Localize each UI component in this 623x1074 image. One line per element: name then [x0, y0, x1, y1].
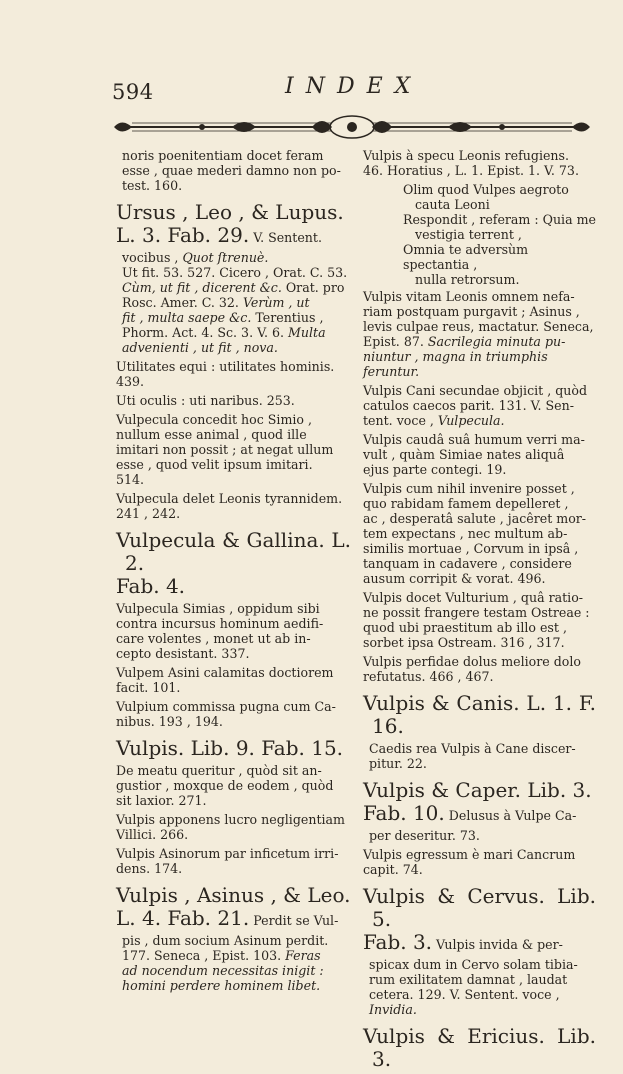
index-entry: Vulpis vitam Leonis omnem nefa- riam postquam purgavit ; Asinus , levis culpae reus, mactatur. Seneca, Epist. 87. Sacrilegia minuta pu- niuntur , magna in triumphis feruntur. [363, 289, 594, 379]
index-entry: Vulpium commissa pugna cum Ca- nibus. 193 , 194. [116, 699, 336, 729]
index-entry: Vulpecula delet Leonis tyrannidem. 241 , 242. [116, 491, 343, 521]
index-entry: Vulpis Asinorum par inficetum irri- dens. 174. [116, 846, 339, 876]
index-headword: Vulpecula & Gallina. L. 2. Fab. 4. [116, 528, 351, 598]
index-entry: pis , dum socium Asinum perdit. 177. Seneca , Epist. 103. Feras ad nocendum necessitas inigit : homini perdere hominem libet. [122, 933, 329, 993]
index-entry: Vulpis perfidae dolus meliore dolo refutatus. 466 , 467. [363, 654, 581, 684]
index-entry: Vulpis egressum è mari Cancrum capit. 74. [363, 847, 576, 877]
index-entry: Vulpecula Simias , oppidum sibi contra incursus hominum aedifi- care volentes , monet ut ab in- cepto desistant. 337. [116, 601, 324, 661]
index-entry: per deseritur. 73. [369, 828, 480, 843]
right-column [363, 148, 596, 1074]
index-entry: Uti oculis : uti naribus. 253. [116, 393, 295, 408]
index-entry: noris poenitentiam docet feram esse , quae mederi damno non po- test. 160. [122, 148, 341, 193]
index-entry: Vulpis à specu Leonis refugiens. 46. Horatius , L. 1. Epist. 1. V. 73. [363, 148, 579, 178]
index-entry: Vulpis cum nihil invenire posset , quo rabidam famem depelleret , ac , desperatâ salute , jacêret mor- tem expectans , nec multum ab- similis mortuae , Corvum in ipsâ , tanquam in cadavere , considere ausum corripit & vorat. 496. [363, 481, 587, 586]
index-entry: spicax dum in Cervo solam tibia- rum exilitatem damnat , laudat cetera. 129. V. Sentent. voce , Invidia. [369, 957, 578, 1017]
index-headword: Ursus , Leo , & Lupus. L. 3. Fab. 29. V. Sentent. [116, 200, 344, 247]
index-headword: Vulpis & Cervus. Lib. 5. Fab. 3. Vulpis invida & per- [363, 884, 596, 954]
index-entry: De meatu queritur , quòd sit an- gustior , moxque de eodem , quòd sit laxior. 271. [116, 763, 334, 808]
index-entry: Vulpis docet Vulturium , quâ ratio- ne possit frangere testam Ostreae : quod ubi praestitum ab illo est , sorbet ipsa Ostream. 316 , 317. [363, 590, 590, 650]
page-title: INDEX [285, 74, 423, 99]
index-entry: vocibus , Quot ſtrenuè. Ut fit. 53. 527. Cicero , Orat. C. 53. Cùm, ut fit , dicerent &c. Orat. pro Rosc. Amer. C. 32. Verùm , ut fit , multa saepe &c. Terentius , Phorm. Act. 4. Sc. 3. V. 6. Multa advenienti , ut fit , nova. [122, 250, 348, 355]
page-number: 594 [112, 80, 154, 104]
index-headword: Vulpis & Ericius. Lib. 3. [363, 1024, 596, 1071]
index-entry: Vulpecula concedit hoc Simio , nullum esse animal , quod ille imitari non possit ; at negat ullum esse , quod velit ipsum imitari. 514. [116, 412, 334, 487]
index-headword: Vulpis , Asinus , & Leo. L. 4. Fab. 21. Perdit se Vul- [116, 883, 351, 930]
index-entry: Vulpis apponens lucro negligentiam Villici. 266. [116, 812, 345, 842]
index-entry: Utilitates equi : utilitates hominis. 439. [116, 359, 335, 389]
verse-quotation: Olim quod Vulpes aegroto cauta Leoni Respondit , referam : Quia me vestigia terrent , Omnia te adversùm spectantia , nulla retrorsum. [403, 182, 596, 287]
index-entry: Caedis rea Vulpis à Cane discer- pitur. 22. [369, 741, 576, 771]
index-headword: Vulpis & Caper. Lib. 3. Fab. 10. Delusus à Vulpe Ca- [363, 778, 592, 825]
index-headword: Vulpis. Lib. 9. Fab. 15. [116, 736, 344, 760]
index-entry: Vulpis caudâ suâ humum verri ma- vult , quàm Simiae nates aliquâ ejus parte contegi. 19. [363, 432, 585, 477]
index-entry: Vulpis Cani secundae objicit , quòd catulos caecos parit. 131. V. Sen- tent. voce , Vulpecula. [363, 383, 588, 428]
left-column [116, 148, 351, 997]
ornamental-rule-icon [112, 112, 592, 142]
index-entry: Vulpem Asini calamitas doctiorem facit. 101. [116, 665, 334, 695]
index-headword: Vulpis & Canis. L. 1. F. 16. [363, 691, 596, 738]
